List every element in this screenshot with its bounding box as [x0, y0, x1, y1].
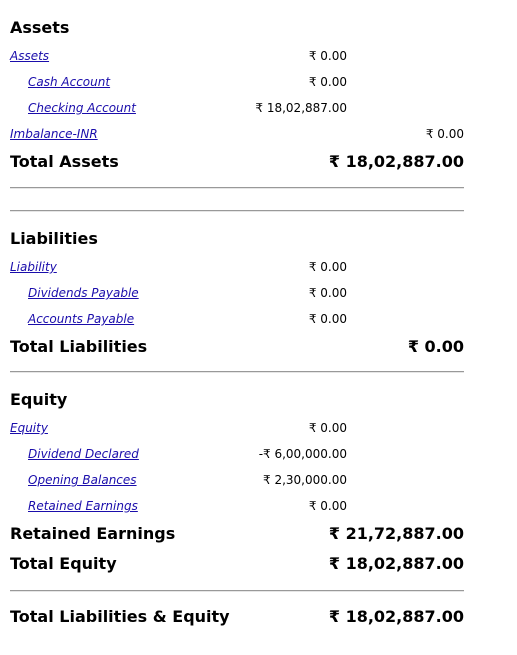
account-link-assets[interactable]: Assets — [10, 49, 50, 63]
total-assets-amount: ₹ 18,02,887.00 — [328, 152, 464, 171]
account-amount-retained-earnings: ₹ 0.00 — [308, 499, 347, 513]
equity-section-title: Equity — [10, 390, 68, 409]
account-link-retained-earnings[interactable]: Retained Earnings — [28, 499, 138, 513]
total-liabilities-label: Total Liabilities — [10, 337, 148, 356]
account-link-cash-account[interactable]: Cash Account — [28, 75, 111, 89]
divider — [10, 187, 464, 189]
divider — [10, 210, 464, 212]
retained-earnings-label: Retained Earnings — [10, 524, 176, 543]
account-amount-accounts-payable: ₹ 0.00 — [308, 312, 347, 326]
liabilities-section-title: Liabilities — [10, 229, 98, 248]
total-equity-label: Total Equity — [10, 554, 117, 573]
total-equity-amount: ₹ 18,02,887.00 — [328, 554, 464, 573]
account-link-opening-balances[interactable]: Opening Balances — [28, 473, 137, 487]
account-link-dividend-declared[interactable]: Dividend Declared — [28, 447, 139, 461]
account-amount-checking-account: ₹ 18,02,887.00 — [255, 101, 347, 115]
total-assets-label: Total Assets — [10, 152, 119, 171]
account-amount-dividend-declared: -₹ 6,00,000.00 — [258, 447, 347, 461]
account-link-accounts-payable[interactable]: Accounts Payable — [28, 312, 135, 326]
assets-section-title: Assets — [10, 18, 70, 37]
retained-earnings-amount: ₹ 21,72,887.00 — [328, 524, 464, 543]
account-amount-equity: ₹ 0.00 — [308, 421, 347, 435]
account-amount-cash-account: ₹ 0.00 — [308, 75, 347, 89]
account-link-imbalance-inr[interactable]: Imbalance-INR — [10, 127, 98, 141]
total-liabilities-equity-label: Total Liabilities & Equity — [10, 607, 230, 626]
account-amount-opening-balances: ₹ 2,30,000.00 — [263, 473, 347, 487]
divider — [10, 371, 464, 373]
account-link-checking-account[interactable]: Checking Account — [28, 101, 136, 115]
account-amount-assets: ₹ 0.00 — [308, 49, 347, 63]
account-amount-imbalance-inr: ₹ 0.00 — [425, 127, 464, 141]
account-link-equity[interactable]: Equity — [10, 421, 48, 435]
account-link-dividends-payable[interactable]: Dividends Payable — [28, 286, 139, 300]
account-link-liability[interactable]: Liability — [10, 260, 57, 274]
account-amount-liability: ₹ 0.00 — [308, 260, 347, 274]
account-amount-dividends-payable: ₹ 0.00 — [308, 286, 347, 300]
divider — [10, 590, 464, 592]
total-liabilities-amount: ₹ 0.00 — [407, 337, 464, 356]
total-liabilities-equity-amount: ₹ 18,02,887.00 — [328, 607, 464, 626]
